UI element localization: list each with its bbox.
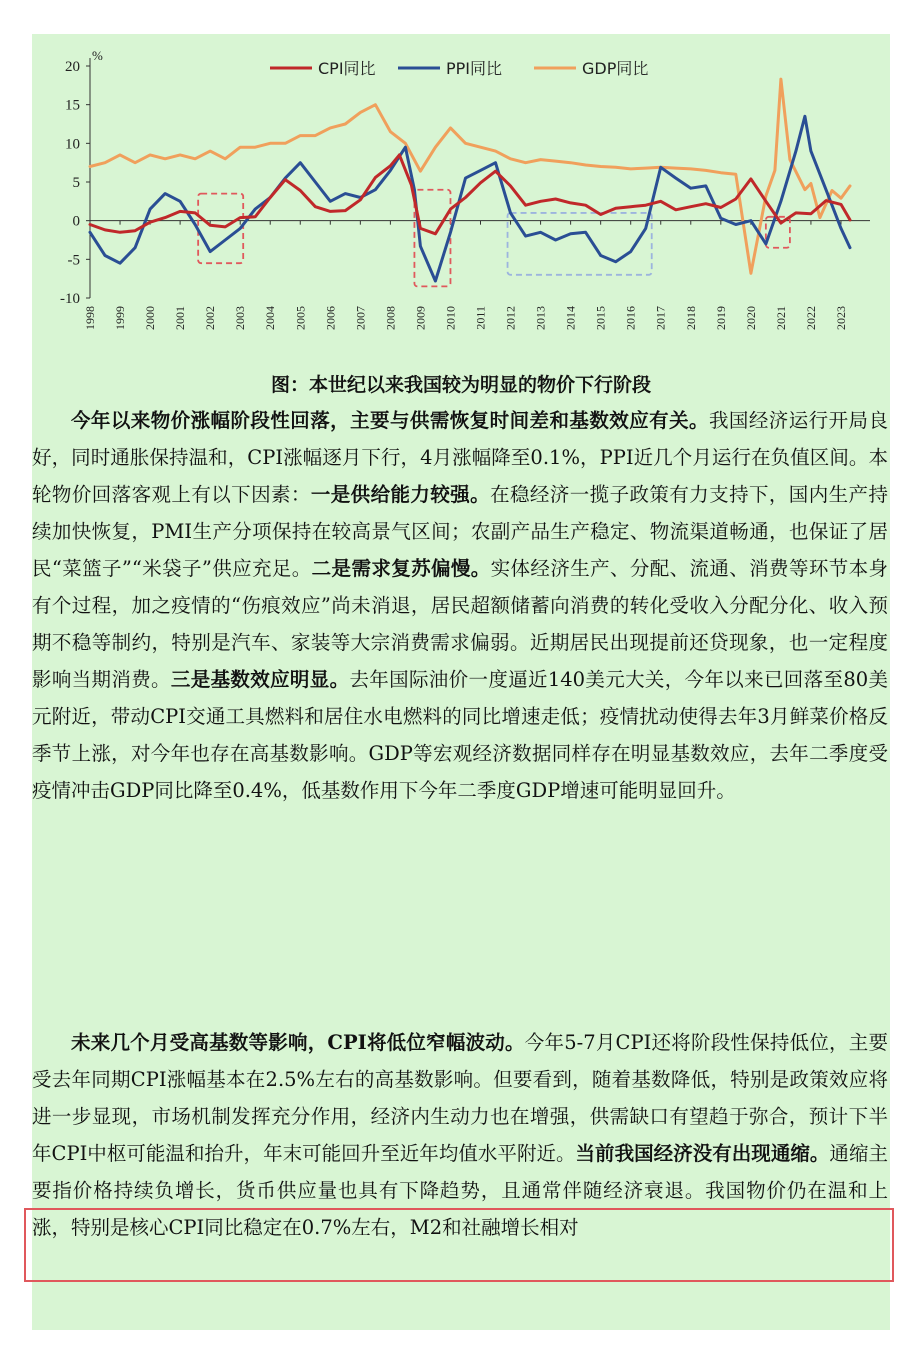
legend-label-1: PPI同比: [446, 59, 503, 78]
x-tick-label: 2020: [743, 306, 758, 330]
x-tick-label: 2008: [383, 306, 398, 330]
x-tick-label: 2012: [503, 306, 518, 330]
x-tick-label: 2013: [533, 306, 548, 330]
y-tick-label: 5: [72, 175, 80, 191]
highlight-box: [508, 213, 652, 275]
x-tick-label: 2014: [563, 306, 578, 330]
x-tick-label: 2004: [263, 306, 278, 330]
paragraph-1: [32, 402, 888, 809]
highlight-box: [198, 194, 243, 264]
x-tick-label: 2021: [773, 306, 788, 330]
x-tick-label: 2005: [293, 306, 308, 330]
x-tick-label: 2015: [593, 306, 608, 330]
article-panel: [32, 34, 890, 1330]
x-tick-label: 2006: [323, 306, 338, 330]
paragraph-2-text: 未来几个月受高基数等影响，CPI将低位窄幅波动。今年5-7月CPI还将阶段性保持低位，主要受去年同期CPI涨幅基本在2.5%左右的高基数影响。但要看到，随着基数降低，特别是政策效应将进一步显现，市场机制发挥充分作用，经济内生动力也在增强，供需缺口有望趋于弥合，预计下半年CPI中枢可能温和抬升，年末可能回升至近年均值水平附近。当前我国经济没有出现通缩。通缩主要指价格持续负增长，货币供应量也具有下降趋势，且通常伴随经济衰退。我国物价仍在温和上涨，特别是核心CPI同比稳定在0.7%左右，M2和社融增长相对: [32, 1031, 888, 1239]
x-tick-label: 2000: [143, 306, 158, 330]
x-tick-label: 2007: [353, 306, 368, 330]
y-tick-label: 0: [72, 213, 80, 230]
x-tick-label: 2017: [653, 306, 668, 330]
y-tick-label: 15: [65, 97, 80, 114]
x-tick-label: 2001: [173, 306, 188, 330]
x-tick-label: 1998: [83, 306, 97, 330]
bold-phrase: 当前我国经济没有出现通缩。: [575, 1142, 830, 1165]
x-tick-label: 2003: [233, 306, 248, 330]
x-tick-label: 2019: [713, 306, 728, 330]
bold-phrase: 三是基数效应明显。: [170, 668, 350, 691]
y-tick-label: -5: [67, 252, 80, 269]
bold-phrase: 今年以来物价涨幅阶段性回落，主要与供需恢复时间差和基数效应有关。: [71, 409, 709, 432]
x-tick-label: 2010: [443, 306, 458, 330]
x-tick-label: 2016: [623, 306, 638, 330]
paragraph-2: [32, 1024, 888, 1246]
legend: [270, 59, 648, 78]
line-chart: [32, 34, 890, 364]
x-tick-label: 1999: [113, 306, 128, 330]
bold-phrase: 一是供给能力较强。: [310, 483, 491, 506]
y-tick-label: 20: [65, 59, 80, 75]
y-tick-label: 10: [65, 136, 80, 153]
bold-phrase: 未来几个月受高基数等影响，CPI将低位窄幅波动。: [71, 1031, 525, 1054]
legend-label-2: GDP同比: [582, 59, 649, 78]
x-tick-label: 2023: [833, 306, 848, 330]
x-tick-label: 2022: [803, 306, 818, 330]
x-tick-label: 2011: [473, 306, 488, 330]
paragraph-1-text: 今年以来物价涨幅阶段性回落，主要与供需恢复时间差和基数效应有关。我国经济运行开局良好，同时通胀保持温和，CPI涨幅逐月下行，4月涨幅降至0.1%，PPI近几个月运行在负值区间。本轮物价回落客观上有以下因素：一是供给能力较强。在稳经济一揽子政策有力支持下，国内生产持续加快恢复，PMI生产分项保持在较高景气区间；农副产品生产稳定、物流渠道畅通，也保证了居民“菜篮子”“米袋子”供应充足。二是需求复苏偏慢。实体经济生产、分配、流通、消费等环节本身有个过程，加之疫情的“伤痕效应”尚未消退，居民超额储蓄向消费的转化受收入分配分化、收入预期不稳等制约，特别是汽车、家装等大宗消费需求偏弱。近期居民出现提前还贷现象，也一定程度影响当期消费。三是基数效应明显。去年国际油价一度逼近140美元大关，今年以来已回落至80美元附近，带动CPI交通工具燃料和居住水电燃料的同比增速走低；疫情扰动使得去年3月鲜菜价格反季节上涨，对今年也存在高基数影响。GDP等宏观经济数据同样存在明显基数效应，去年二季度受疫情冲击GDP同比降至0.4%，低基数作用下今年二季度GDP增速可能明显回升。: [32, 409, 888, 802]
figure-caption: 图：本世纪以来我国较为明显的物价下行阶段: [270, 374, 651, 396]
y-tick-label: -10: [60, 291, 80, 307]
x-tick-label: 2018: [683, 306, 698, 330]
y-unit-label: %: [92, 48, 103, 63]
plot-area: [60, 48, 870, 330]
x-tick-label: 2009: [413, 306, 428, 330]
bold-phrase: 二是需求复苏偏慢。: [311, 557, 491, 580]
x-tick-label: 2002: [203, 306, 218, 330]
legend-label-0: CPI同比: [318, 59, 376, 78]
